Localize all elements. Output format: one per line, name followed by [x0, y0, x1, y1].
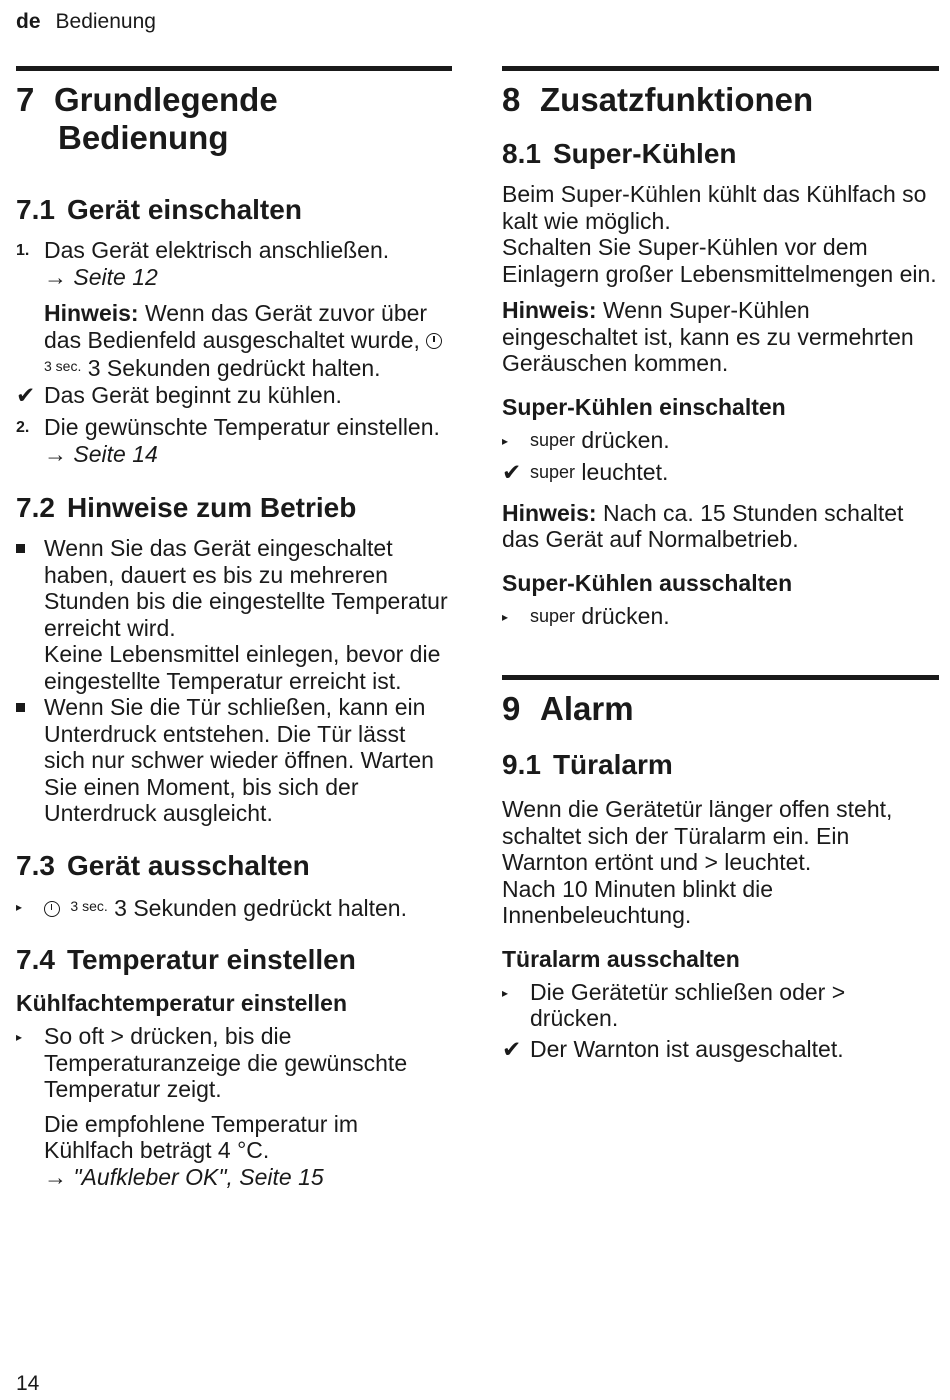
- bullet-text: Wenn Sie die Tür schließen, kann ein Unterdruck entstehen. Die Tür lässt sich nur schwer wieder öffnen. Warten Sie einen Moment, bis sich der Unterdruck ausgleicht.: [44, 694, 434, 826]
- note-text: Nach ca. 15 Stunden schaltet das Gerät auf Normalbetrieb.: [502, 499, 904, 552]
- super-button-label: super: [530, 605, 576, 626]
- section-rule: [16, 66, 452, 71]
- subsection-heading: Kühlfachtemperatur einstellen: [16, 990, 348, 1016]
- section-7-4-heading: [16, 943, 452, 977]
- check-icon: ✔: [502, 459, 522, 485]
- note-text: Wenn das Gerät zuvor über das Bedienfeld ausgeschaltet wurde,: [44, 300, 428, 353]
- section-number: 7.3: [16, 849, 55, 881]
- note-text-cont: 3 Sekunden gedrückt halten.: [81, 355, 381, 381]
- result-text: Das Gerät beginnt zu kühlen.: [44, 381, 342, 408]
- section-title: Hinweise zum Betrieb: [66, 492, 357, 523]
- triangle-bullet-icon: ▸: [502, 985, 509, 1000]
- instruction-step: [502, 427, 939, 454]
- reference-text: Seite 12: [73, 263, 158, 290]
- triangle-bullet-icon: ▸: [16, 1030, 23, 1044]
- page-reference[interactable]: [44, 441, 158, 467]
- paragraph: Schalten Sie Super-Kühlen vor dem Einlagern großer Lebensmittelmengen ein.: [502, 234, 937, 287]
- chapter-title-line1: Grundlegende: [54, 81, 278, 118]
- square-bullet-icon: [16, 703, 25, 712]
- info-body: Die empfohlene Temperatur im Kühlfach beträgt 4 °C.: [44, 1110, 359, 1163]
- square-bullet-icon: [16, 544, 25, 553]
- step-text-cont: drücken, bis die Temperaturanzeige die gewünschte Temperatur zeigt.: [44, 1023, 408, 1102]
- subsection-heading: Türalarm ausschalten: [502, 945, 740, 972]
- section-number: 7.4: [16, 944, 55, 975]
- super-button-label: super: [530, 462, 576, 482]
- triangle-bullet-icon: ▸: [502, 433, 509, 448]
- triangle-bullet-icon: ▸: [502, 609, 509, 624]
- instruction-step: [16, 893, 452, 922]
- paragraph: Nach 10 Minuten blinkt die Innenbeleuchtung.: [502, 875, 774, 928]
- chevron-right-icon: >: [110, 1023, 124, 1049]
- chapter-8-heading: [502, 81, 939, 119]
- super-button-label: super: [530, 429, 576, 450]
- step-text: So oft: [44, 1023, 111, 1049]
- instruction-step: [16, 1023, 452, 1103]
- section-8-1-heading: [502, 137, 939, 171]
- page-reference[interactable]: [44, 1164, 324, 1190]
- step-text: Die Gerätetür schließen oder: [530, 978, 832, 1005]
- section-number: 8.1: [502, 138, 541, 169]
- step-text: Das Gerät elektrisch anschließen.: [44, 237, 390, 263]
- chapter-title: Zusatzfunktionen: [540, 81, 814, 118]
- step-number: 1.: [16, 242, 30, 259]
- chapter-number: 8: [502, 81, 521, 118]
- subsection-heading: Super-Kühlen ausschalten: [502, 569, 793, 596]
- bullet-text: Wenn Sie das Gerät eingeschaltet haben, dauert es bis zu mehreren Stunden bis die eingestellte Temperatur erreicht wird.: [44, 535, 448, 641]
- note-label: Hinweis:: [44, 300, 139, 326]
- arrow-icon: →: [44, 1163, 67, 1190]
- section-7-1-heading: [16, 193, 452, 227]
- arrow-icon: →: [44, 440, 67, 467]
- instruction-step: [502, 603, 939, 630]
- check-icon: ✔: [16, 381, 36, 408]
- section-title: Gerät ausschalten: [66, 849, 310, 881]
- result-text: Der Warnton ist ausgeschaltet.: [530, 1035, 844, 1062]
- instruction-step: [502, 979, 939, 1032]
- section-title: Gerät einschalten: [66, 194, 302, 225]
- chapter-9-heading: [502, 690, 939, 728]
- chapter-title-line2: Bedienung: [58, 119, 229, 156]
- page-header: [16, 9, 156, 35]
- section-title: Temperatur einstellen: [66, 944, 356, 975]
- chapter-title: Alarm: [540, 690, 634, 727]
- result-line: [502, 459, 939, 486]
- section-7-2-heading: [16, 491, 452, 525]
- bullet-item: [16, 535, 452, 694]
- section-number: 7.2: [16, 492, 55, 523]
- result-text: leuchtet.: [575, 459, 669, 485]
- step-text: drücken.: [575, 426, 670, 453]
- bullet-text-cont: Keine Lebensmittel einlegen, bevor die eingestellte Temperatur erreicht ist.: [44, 641, 441, 694]
- step-text-cont: drücken.: [530, 1005, 619, 1031]
- note-text: Wenn Super-Kühlen eingeschaltet ist, kann es zu vermehrten Geräuschen kommen.: [502, 297, 914, 376]
- paragraph: [502, 796, 939, 876]
- info-text: [16, 1111, 452, 1191]
- paragraph-text: Wenn die Gerätetür länger offen steht, schaltet sich der Türalarm ein. Ein Warnton ertönt und: [502, 796, 893, 875]
- step-text: Die gewünschte Temperatur einstellen.: [44, 414, 440, 440]
- section-number: 7.1: [16, 194, 55, 225]
- header-title: Bedienung: [55, 10, 156, 33]
- result-line: [16, 382, 452, 409]
- note-label: Hinweis:: [502, 499, 597, 526]
- arrow-icon: →: [44, 263, 67, 290]
- step-text: 3 Sekunden gedrückt halten.: [107, 894, 407, 921]
- step-number: 2.: [16, 419, 30, 436]
- paragraph-text-cont: leuchtet.: [717, 849, 812, 875]
- seconds-label: 3 sec.: [44, 358, 82, 374]
- section-number: 9.1: [502, 749, 541, 780]
- section-rule: [502, 675, 939, 680]
- chapter-number: 7: [16, 81, 35, 118]
- step-2: [16, 414, 452, 467]
- step-1: [16, 237, 452, 290]
- chevron-right-icon: >: [704, 849, 718, 875]
- section-title: Türalarm: [552, 749, 673, 780]
- reference-text: "Aufkleber OK", Seite 15: [73, 1163, 324, 1190]
- result-line: [502, 1036, 939, 1063]
- chapter-number: 9: [502, 690, 521, 727]
- page-reference[interactable]: [44, 264, 158, 290]
- section-7-3-heading: [16, 849, 452, 883]
- note-box: [16, 300, 452, 382]
- section-rule: [502, 66, 939, 71]
- note-paragraph: [502, 297, 939, 377]
- power-button-icon: [426, 333, 442, 349]
- reference-text: Seite 14: [73, 440, 158, 467]
- right-column: [502, 66, 939, 1062]
- section-9-1-heading: [502, 748, 939, 782]
- section-title: Super-Kühlen: [552, 138, 737, 169]
- chapter-7-heading: [16, 81, 452, 157]
- chevron-right-icon: >: [831, 978, 846, 1005]
- note-paragraph: [502, 500, 939, 553]
- left-column: [16, 66, 452, 1190]
- subsection-heading: Super-Kühlen einschalten: [502, 393, 786, 420]
- step-text: drücken.: [575, 602, 670, 629]
- bullet-item: [16, 694, 452, 827]
- language-code: de: [16, 10, 41, 33]
- page-number: 14: [16, 1372, 40, 1395]
- check-icon: ✔: [502, 1035, 522, 1062]
- paragraph: Beim Super-Kühlen kühlt das Kühlfach so kalt wie möglich.: [502, 181, 927, 234]
- note-label: Hinweis:: [502, 297, 597, 323]
- seconds-label: 3 sec.: [70, 897, 108, 914]
- power-button-icon: [44, 901, 60, 917]
- triangle-bullet-icon: ▸: [16, 899, 23, 914]
